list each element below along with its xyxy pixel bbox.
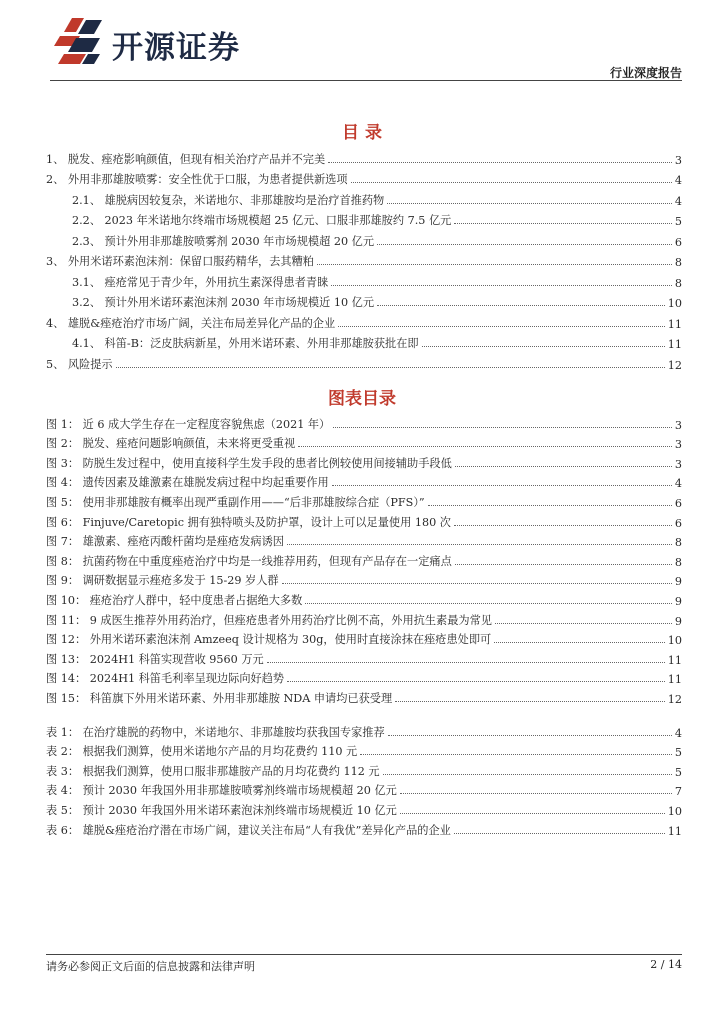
toc-entry-label: 2、 外用非那雄胺喷雾：安全性优于口服，为患者提供新选项 [46,173,348,186]
dot-leader [428,505,672,506]
header-divider [50,80,682,81]
toc-list [46,146,682,372]
figure-entry[interactable] [46,432,682,452]
dot-leader [495,623,672,624]
toc-entry[interactable] [46,269,682,290]
figure-entry[interactable] [46,647,682,667]
toc-entry[interactable] [46,208,682,229]
table-entry-page: 11 [667,824,682,838]
dot-leader [328,162,672,163]
dot-leader [298,446,672,447]
table-entry-label: 表 6： 雄脱&痤疮治疗潜在市场广阔，建议关注布局“人有我优”差异化产品的企业 [46,823,451,837]
dot-leader [494,642,665,643]
toc-entry-page: 11 [667,317,682,331]
dot-leader [338,326,665,327]
toc-entry-label: 5、 风险提示 [46,357,113,371]
dot-leader [454,223,672,224]
figures-title: 图表目录 [328,389,396,409]
figure-entry[interactable] [46,412,682,432]
dot-leader [331,285,672,286]
table-entry[interactable] [46,720,682,740]
footer-divider [46,954,682,955]
toc-entry-label: 3、 外用米诺环素泡沫剂：保留口服药精华，去其糟粕 [46,255,314,268]
toc-entry-page: 12 [667,358,682,372]
table-entry[interactable] [46,740,682,760]
figure-entry[interactable] [46,490,682,510]
toc-entry-page: 3 [674,153,682,167]
table-entry-label: 表 5： 预计 2030 年我国外用米诺环素泡沫剂终端市场规模近 10 亿元 [46,803,397,817]
figure-entry-label: 图 9： 调研数据显示痤疮多发于 15-29 岁人群 [46,574,279,588]
toc-entry-label: 2.2、 2023 年米诺地尔终端市场规模超 25 亿元、口服非那雄胺约 7.5 亿元 [72,214,452,227]
table-entry[interactable] [46,759,682,779]
figure-entry[interactable] [46,569,682,589]
toc-entry[interactable] [46,187,682,208]
dot-leader [332,485,672,486]
toc-entry-label: 2.3、 预计外用非那雄胺喷雾剂 2030 年市场规模超 20 亿元 [72,234,375,248]
figure-entry-page: 11 [667,653,682,667]
toc-entry-label: 2.1、 雄脱病因较复杂，米诺地尔、非那雄胺均是治疗首推药物 [72,193,385,207]
dot-leader [395,701,665,702]
table-entry-page: 7 [674,785,682,799]
table-entry-label: 表 1： 在治疗雄脱的药物中，米诺地尔、非那雄胺均获我国专家推荐 [46,725,385,739]
figure-entry[interactable] [46,667,682,687]
table-entry-page: 5 [674,746,682,760]
dot-leader [287,681,665,682]
dot-leader [455,466,672,467]
figure-list [46,412,682,706]
figure-entry-page: 3 [674,457,682,471]
toc-entry[interactable] [46,290,682,311]
kaiyuan-logo-icon [50,14,108,66]
toc-entry-page: 4 [674,194,682,208]
figure-entry-label: 图 5： 使用非那雄胺有概率出现严重副作用——“后非那雄胺综合症（PFS）” [46,495,425,509]
figure-entry-label: 图 6： Finjuve/Caretopic 拥有独特喷头及防护罩，设计上可以足量使用 180 次 [46,515,451,529]
figure-entry[interactable] [46,686,682,706]
figure-entry-label: 图 12： 外用米诺环素泡沫剂 Amzeeq 设计规格为 30g，使用时直接涂抹在痤疮患处即可 [46,633,492,647]
dot-leader [305,603,672,604]
figure-entry-page: 6 [674,516,682,530]
table-entry[interactable] [46,798,682,818]
toc-entry[interactable] [46,228,682,249]
figure-entry-page: 3 [674,438,682,452]
page-header [0,0,724,90]
figure-entry[interactable] [46,530,682,550]
dot-leader [287,544,672,545]
toc-entry[interactable] [46,146,682,167]
figure-entry[interactable] [46,510,682,530]
figure-entry-page: 6 [674,496,682,510]
figure-entry[interactable] [46,549,682,569]
toc-entry-page: 6 [674,235,682,249]
dot-leader [116,367,665,368]
dot-leader [267,662,665,663]
figure-entry-page: 4 [674,477,682,491]
toc-entry-label: 3.1、 痤疮常见于青少年，外用抗生素深得患者青睐 [72,275,329,289]
figure-entry-page: 9 [674,575,682,589]
dot-leader [400,793,672,794]
table-entry-label: 表 3： 根据我们测算，使用口服非那雄胺产品的月均花费约 112 元 [46,764,380,778]
report-type-label: 行业深度报告 [609,66,682,80]
toc-entry-page: 8 [674,256,682,269]
figure-entry-page: 11 [667,673,682,687]
figure-entry-label: 图 14： 2024H1 科笛毛利率呈现边际向好趋势 [46,672,285,686]
toc-entry-page: 10 [667,297,682,310]
dot-leader [351,182,672,183]
dot-leader [387,203,672,204]
figure-entry-page: 12 [667,692,682,706]
dot-leader [282,583,672,584]
figure-entry-label: 图 8： 抗菌药物在中重度痤疮治疗中均是一线推荐用药，但现有产品存在一定痛点 [46,554,452,568]
toc-entry[interactable] [46,310,682,331]
figure-entry-label: 图 4： 遗传因素及雄激素在雄脱发病过程中均起重要作用 [46,476,329,490]
figure-entry[interactable] [46,628,682,648]
toc-entry-label: 3.2、 预计外用米诺环素泡沫剂 2030 年市场规模近 10 亿元 [72,296,375,309]
figure-entry-page: 8 [674,555,682,569]
page-number: 2 / 14 [650,958,682,971]
figure-entry[interactable] [46,451,682,471]
toc-entry-page: 8 [674,276,682,290]
toc-entry-page: 5 [674,215,682,228]
table-entry-label: 表 4： 预计 2030 年我国外用非那雄胺喷雾剂终端市场规模超 20 亿元 [46,784,397,798]
table-entry-label: 表 2： 根据我们测算，使用米诺地尔产品的月均花费约 110 元 [46,745,358,759]
toc-title: 目 录 [342,123,382,143]
dot-leader [360,754,672,755]
figure-entry-label: 图 7： 雄激素、痤疮丙酸杆菌均是痤疮发病诱因 [46,535,284,549]
toc-entry[interactable] [46,167,682,188]
dot-leader [454,525,672,526]
dot-leader [455,564,672,565]
table-entry[interactable] [46,818,682,838]
table-entry-page: 4 [674,726,682,740]
company-name: 开源证券 [112,30,240,66]
toc-entry[interactable] [46,331,682,352]
toc-entry-label: 1、 脱发、痤疮影响颜值，但现有相关治疗产品并不完美 [46,152,326,166]
figure-entry-label: 图 10： 痤疮治疗人群中，轻中度患者占据绝大多数 [46,593,303,607]
table-entry-page: 10 [667,804,682,818]
dot-leader [422,346,665,347]
figure-entry-label: 图 11： 9 成医生推荐外用药治疗，但痤疮患者外用药治疗比例不高，外用抗生素最为常见 [46,613,492,627]
figure-entry-page: 3 [674,418,682,432]
dot-leader [454,833,665,834]
figure-entry-page: 9 [674,594,682,608]
dot-leader [377,244,672,245]
figure-entry[interactable] [46,471,682,491]
dot-leader [400,813,665,814]
figure-entry-label: 图 1： 近 6 成大学生存在一定程度容貌焦虑（2021 年） [46,417,331,431]
toc-entry-label: 4.1、 科笛-B：泛皮肤病新星，外用米诺环素、外用非那雄胺获批在即 [72,337,419,350]
dot-leader [377,305,665,306]
legal-disclaimer: 请务必参阅正文后面的信息披露和法律声明 [46,960,255,973]
toc-entry[interactable] [46,351,682,372]
toc-entry-label: 4、 雄脱&痤疮治疗市场广阔，关注布局差异化产品的企业 [46,316,336,330]
figure-entry[interactable] [46,608,682,628]
toc-entry-page: 4 [674,174,682,187]
figure-entry[interactable] [46,588,682,608]
toc-entry-page: 11 [667,338,682,351]
table-entry[interactable] [46,779,682,799]
company-logo [50,14,290,66]
figure-entry-label: 图 13： 2024H1 科笛实现营收 9560 万元 [46,652,264,666]
dot-leader [388,735,672,736]
dot-leader [383,774,672,775]
dot-leader [317,264,672,265]
table-list [46,720,682,838]
figure-entry-label: 图 3： 防脱生发过程中，使用直接科学生发手段的患者比例较使用间接辅助手段低 [46,456,452,470]
figure-entry-page: 10 [667,634,682,648]
figure-entry-page: 9 [674,614,682,628]
figure-entry-page: 8 [674,536,682,550]
dot-leader [333,427,672,428]
figure-entry-label: 图 15： 科笛旗下外用米诺环素、外用非那雄胺 NDA 申请均已获受理 [46,691,393,705]
toc-entry[interactable] [46,249,682,270]
figure-entry-label: 图 2： 脱发、痤疮问题影响颜值，未来将更受重视 [46,437,296,451]
table-entry-page: 5 [674,765,682,779]
